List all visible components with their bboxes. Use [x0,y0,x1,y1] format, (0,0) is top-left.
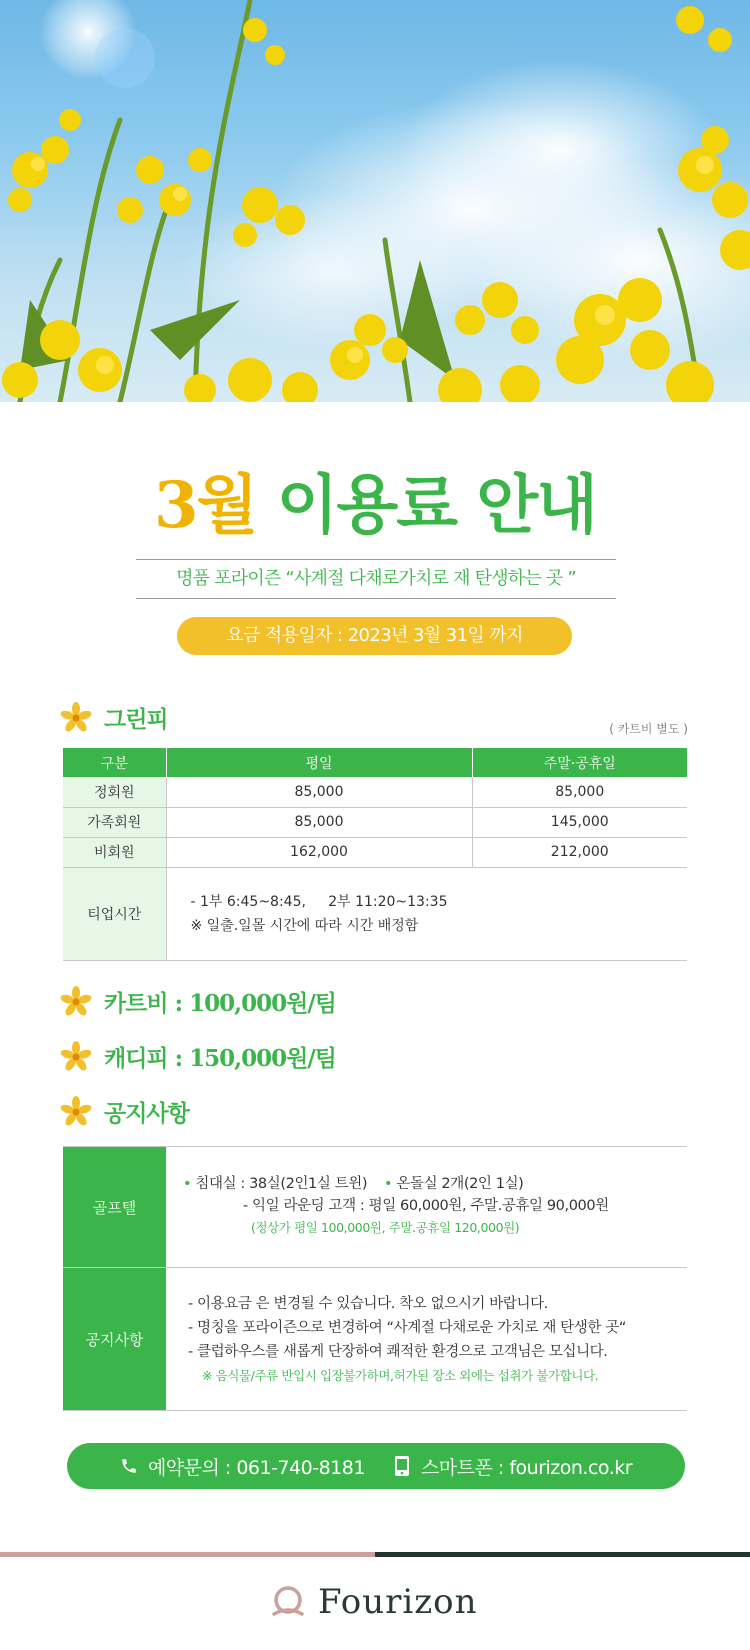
food-warning: ※ 음식물/주류 반입시 입장불가하며,허가된 장소 외에는 섭취가 불가합니다. [202,1368,599,1383]
cart-fee-text: 카트비 : 100,000원/팀 [104,990,337,1017]
notice-line: - 이용요금 은 변경될 수 있습니다. 착오 없으시기 바랍니다. [188,1296,548,1312]
section-title: 그린피 [104,706,168,733]
notice-line: - 클럽하우스를 새롭게 단장하여 쾌적한 환경으로 고객님은 모십니다. [188,1344,608,1360]
table-header-row [63,748,687,777]
subtitle: 명품 포라이즌 “사계절 다채로가치로 재 탄생하는 곳 ” [136,559,616,599]
header-weekend: 주말·공휴일 [472,748,687,777]
weekend-price: 212,000 [472,837,687,867]
title-month: 3월 [153,468,257,543]
table-row [63,807,687,837]
weekend-price: 85,000 [472,777,687,807]
weekday-price: 162,000 [166,837,472,867]
page-title [0,468,750,544]
section-green-fee [60,701,168,734]
golftel-rooms [183,1173,687,1195]
smartphone-icon [393,1455,411,1477]
section-notice [60,1095,189,1128]
tee-time-row [63,867,687,960]
bed-room-info: 침대실 : 38실(2인1실 트윈) [195,1176,368,1192]
notice-content [166,1268,687,1410]
weekday-price: 85,000 [166,807,472,837]
section-caddie-fee [60,1040,336,1073]
phone-contact[interactable] [120,1453,365,1480]
weekday-price: 85,000 [166,777,472,807]
table-row [63,837,687,867]
smartphone-text: 스마트폰 : fourizon.co.kr [420,1456,633,1479]
golftel-content [166,1147,687,1267]
phone-text: 예약문의 : 061-740-8181 [147,1456,365,1479]
brand-logo [270,1582,478,1622]
phone-icon [120,1457,138,1475]
tee-time-label: 티업시간 [63,867,166,960]
tee-time-content [166,867,687,960]
table-row [63,777,687,807]
title-text: 이용료 안내 [276,468,597,543]
hero-image [0,0,750,402]
notice-row [63,1268,687,1411]
ondol-room-info: 온돌실 2개(2인 1실) [396,1176,524,1192]
green-fee-table [63,748,687,961]
contact-bar [67,1443,685,1489]
section-cart-fee [60,985,336,1018]
row-category: 가족회원 [63,807,166,837]
smartphone-contact[interactable] [393,1453,632,1480]
header-weekday: 평일 [166,748,472,777]
caddie-fee-text: 캐디피 : 150,000원/팀 [104,1045,337,1072]
bullet: • [384,1176,397,1192]
weekend-price: 145,000 [472,807,687,837]
golftel-label: 골프텔 [63,1147,166,1267]
notice-label: 공지사항 [63,1268,166,1410]
flower-icon [60,1096,92,1128]
cart-fee-note: ( 카트비 별도 ) [609,722,688,736]
notice-line: - 명칭을 포라이즌으로 변경하여 “사계절 다채로운 가치로 재 탄생한 곳“ [188,1320,626,1336]
golftel-price: - 익일 라운딩 고객 : 평일 60,000원, 주말.공휴일 90,000원 [243,1198,609,1214]
tee-time-schedule: - 1부 6:45~8:45, 2부 11:20~13:35 [190,893,448,910]
golftel-row [63,1147,687,1268]
rapeseed-flowers-illustration [0,0,750,402]
fourizon-logo-icon [270,1584,306,1620]
row-category: 정회원 [63,777,166,807]
brand-name: Fourizon [318,1582,478,1622]
notice-table [63,1146,687,1411]
flower-icon [60,702,92,734]
footer-divider-right [375,1552,750,1557]
header-category: 구분 [63,748,166,777]
section-title: 공지사항 [104,1100,189,1127]
golftel-regular-price: (정상가 평일 100,000원, 주말.공휴일 120,000원) [251,1220,520,1235]
footer-divider-left [0,1552,375,1557]
bullet: • [183,1176,196,1192]
tee-time-note: ※ 일출.일몰 시간에 따라 시간 배정함 [190,917,419,934]
flower-icon [60,986,92,1018]
row-category: 비회원 [63,837,166,867]
flower-icon [60,1041,92,1073]
date-notice-badge: 요금 적용일자 : 2023년 3월 31일 까지 [177,617,572,655]
